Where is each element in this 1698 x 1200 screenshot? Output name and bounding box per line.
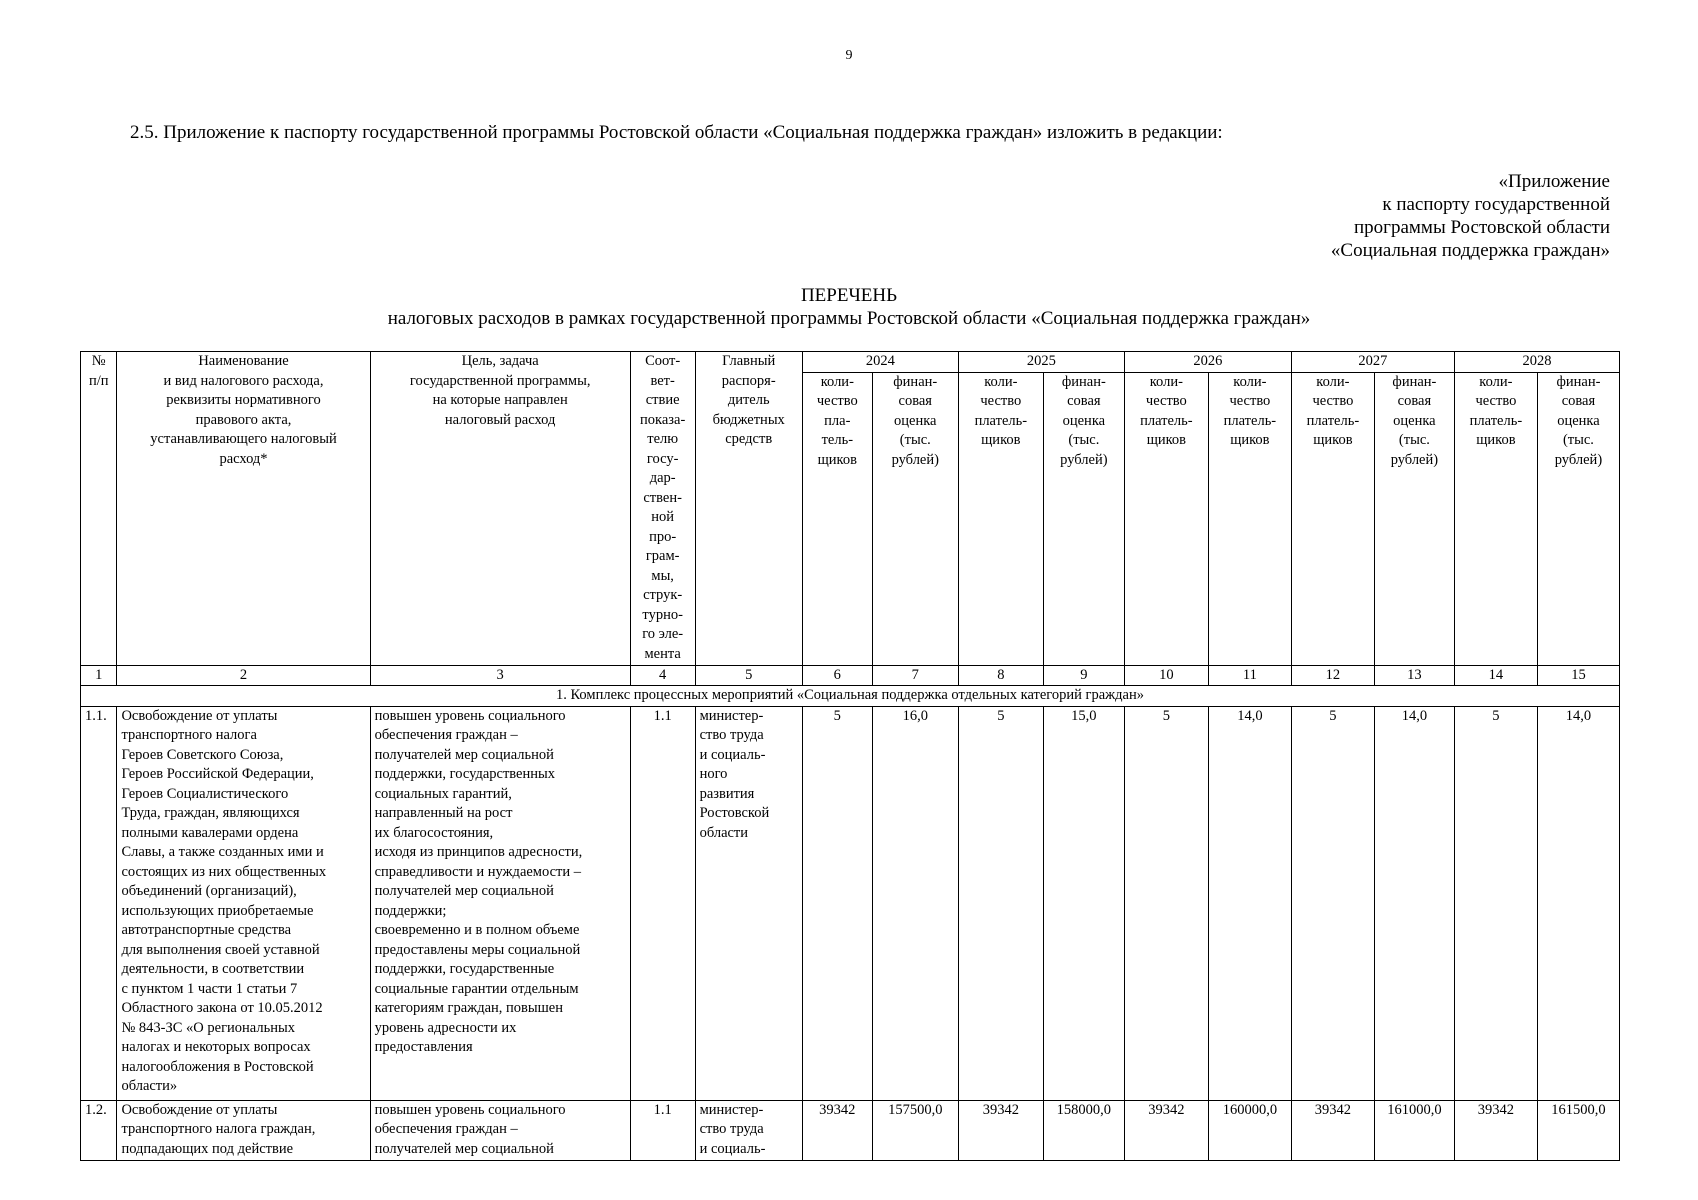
row-value: 5 bbox=[1124, 706, 1208, 1100]
appendix-line: программы Ростовской области bbox=[1354, 217, 1610, 238]
column-number: 1 bbox=[81, 665, 117, 686]
row-value: 16,0 bbox=[872, 706, 958, 1100]
row-value: 157500,0 bbox=[872, 1100, 958, 1160]
header-year: 2027 bbox=[1291, 352, 1454, 373]
row-indicator: 1.1 bbox=[630, 706, 695, 1100]
header-sub: коли- чество платель- щиков bbox=[1291, 372, 1374, 665]
row-name: Освобождение от уплаты транспортного налога Героев Советского Союза, Героев Российской Федерации, Героев Социалистического Труда, граждан, являющихся полными кавалерами ордена Славы, а также созданных ими и состоящих из них общественных объединений (организаций), использующих приобретаемые автотранспортные средства для выполнения своей уставной деятельности, в соответствии с пунктом 1 части 1 статьи 7 Областного закона от 10.05.2012 № 843-ЗС «О региональных налогах и некоторых вопросах налогообложения в Ростовской области» bbox=[117, 706, 370, 1100]
row-goal: повышен уровень социального обеспечения граждан – получателей мер социальной bbox=[370, 1100, 630, 1160]
column-number: 5 bbox=[695, 665, 802, 686]
row-value: 39342 bbox=[1124, 1100, 1208, 1160]
column-number: 14 bbox=[1454, 665, 1537, 686]
row-value: 14,0 bbox=[1208, 706, 1291, 1100]
column-number: 3 bbox=[370, 665, 630, 686]
header-sub: коли- чество платель- щиков bbox=[1454, 372, 1537, 665]
row-manager: министер- ство труда и социаль- bbox=[695, 1100, 802, 1160]
column-number: 12 bbox=[1291, 665, 1374, 686]
row-value: 14,0 bbox=[1537, 706, 1619, 1100]
header-name: Наименование и вид налогового расхода, реквизиты нормативного правового акта, устанавливающего налоговый расход* bbox=[117, 352, 370, 666]
document-title: ПЕРЕЧЕНЬ bbox=[800, 285, 898, 306]
section-row bbox=[81, 686, 1620, 707]
row-value: 5 bbox=[802, 706, 872, 1100]
header-sub: коли- чество платель- щиков bbox=[1208, 372, 1291, 665]
header-year: 2024 bbox=[802, 352, 958, 373]
row-value: 39342 bbox=[1291, 1100, 1374, 1160]
column-number: 2 bbox=[117, 665, 370, 686]
column-number: 9 bbox=[1043, 665, 1124, 686]
row-value: 5 bbox=[958, 706, 1043, 1100]
section-title: 1. Комплекс процессных мероприятий «Социальная поддержка отдельных категорий граждан» bbox=[81, 686, 1620, 707]
row-value: 158000,0 bbox=[1043, 1100, 1124, 1160]
header-goal: Цель, задача государственной программы, на которые направлен налоговый расход bbox=[370, 352, 630, 666]
appendix-heading bbox=[1210, 170, 1610, 262]
row-indicator: 1.1 bbox=[630, 1100, 695, 1160]
column-number: 7 bbox=[872, 665, 958, 686]
column-number: 4 bbox=[630, 665, 695, 686]
header-sub: финан- совая оценка (тыс. рублей) bbox=[1043, 372, 1124, 665]
row-name: Освобождение от уплаты транспортного налога граждан, подпадающих под действие bbox=[117, 1100, 370, 1160]
header-year: 2028 bbox=[1454, 352, 1619, 373]
header-num: № п/п bbox=[81, 352, 117, 666]
column-number: 10 bbox=[1124, 665, 1208, 686]
row-value: 15,0 bbox=[1043, 706, 1124, 1100]
table-row bbox=[81, 706, 1620, 1100]
appendix-line: «Социальная поддержка граждан» bbox=[1330, 240, 1610, 261]
row-value: 161500,0 bbox=[1537, 1100, 1619, 1160]
column-number: 8 bbox=[958, 665, 1043, 686]
header-sub: коли- чество платель- щиков bbox=[1124, 372, 1208, 665]
column-number-row bbox=[81, 665, 1620, 686]
row-value: 161000,0 bbox=[1374, 1100, 1454, 1160]
row-value: 39342 bbox=[802, 1100, 872, 1160]
header-sub: финан- совая оценка (тыс. рублей) bbox=[1537, 372, 1619, 665]
column-number: 15 bbox=[1537, 665, 1619, 686]
row-manager: министер- ство труда и социаль- ного развития Ростовской области bbox=[695, 706, 802, 1100]
row-value: 39342 bbox=[1454, 1100, 1537, 1160]
row-goal: повышен уровень социального обеспечения граждан – получателей мер социальной поддержки, государственных социальных гарантий, направленный на рост их благосостояния, исходя из принципов адресности, справедливости и нуждаемости – получателей мер социальной поддержки; своевременно и в полном объеме предоставлены меры социальной поддержки, государственные социальные гарантии отдельным категориям граждан, повышен уровень адресности их предоставления bbox=[370, 706, 630, 1100]
header-manager: Главный распоря- дитель бюджетных средств bbox=[695, 352, 802, 666]
header-sub: коли- чество платель- щиков bbox=[958, 372, 1043, 665]
column-number: 13 bbox=[1374, 665, 1454, 686]
row-value: 39342 bbox=[958, 1100, 1043, 1160]
row-number: 1.2. bbox=[81, 1100, 117, 1160]
row-value: 14,0 bbox=[1374, 706, 1454, 1100]
column-number: 6 bbox=[802, 665, 872, 686]
table-row bbox=[81, 1100, 1620, 1160]
header-row-years bbox=[81, 352, 1620, 373]
document-subtitle: налоговых расходов в рамках государственной программы Ростовской области «Социальная поддержка граждан» bbox=[387, 308, 1311, 329]
row-value: 5 bbox=[1454, 706, 1537, 1100]
row-number: 1.1. bbox=[81, 706, 117, 1100]
header-year: 2025 bbox=[958, 352, 1124, 373]
header-sub: коли- чество пла- тель- щиков bbox=[802, 372, 872, 665]
row-value: 160000,0 bbox=[1208, 1100, 1291, 1160]
intro-paragraph: 2.5. Приложение к паспорту государственной программы Ростовской области «Социальная поддержка граждан» изложить в редакции: bbox=[130, 122, 1223, 143]
page-number: 9 bbox=[845, 48, 853, 63]
header-year: 2026 bbox=[1124, 352, 1291, 373]
header-indicator: Соот- вет- ствие показа- телю госу- дар- ствен- ной про- грам- мы, струк- турно- го эле- мента bbox=[630, 352, 695, 666]
column-number: 11 bbox=[1208, 665, 1291, 686]
header-sub: финан- совая оценка (тыс. рублей) bbox=[1374, 372, 1454, 665]
header-sub: финан- совая оценка (тыс. рублей) bbox=[872, 372, 958, 665]
appendix-line: «Приложение bbox=[1498, 171, 1610, 192]
tax-expenditure-table bbox=[80, 351, 1620, 1161]
appendix-line: к паспорту государственной bbox=[1382, 194, 1610, 215]
row-value: 5 bbox=[1291, 706, 1374, 1100]
